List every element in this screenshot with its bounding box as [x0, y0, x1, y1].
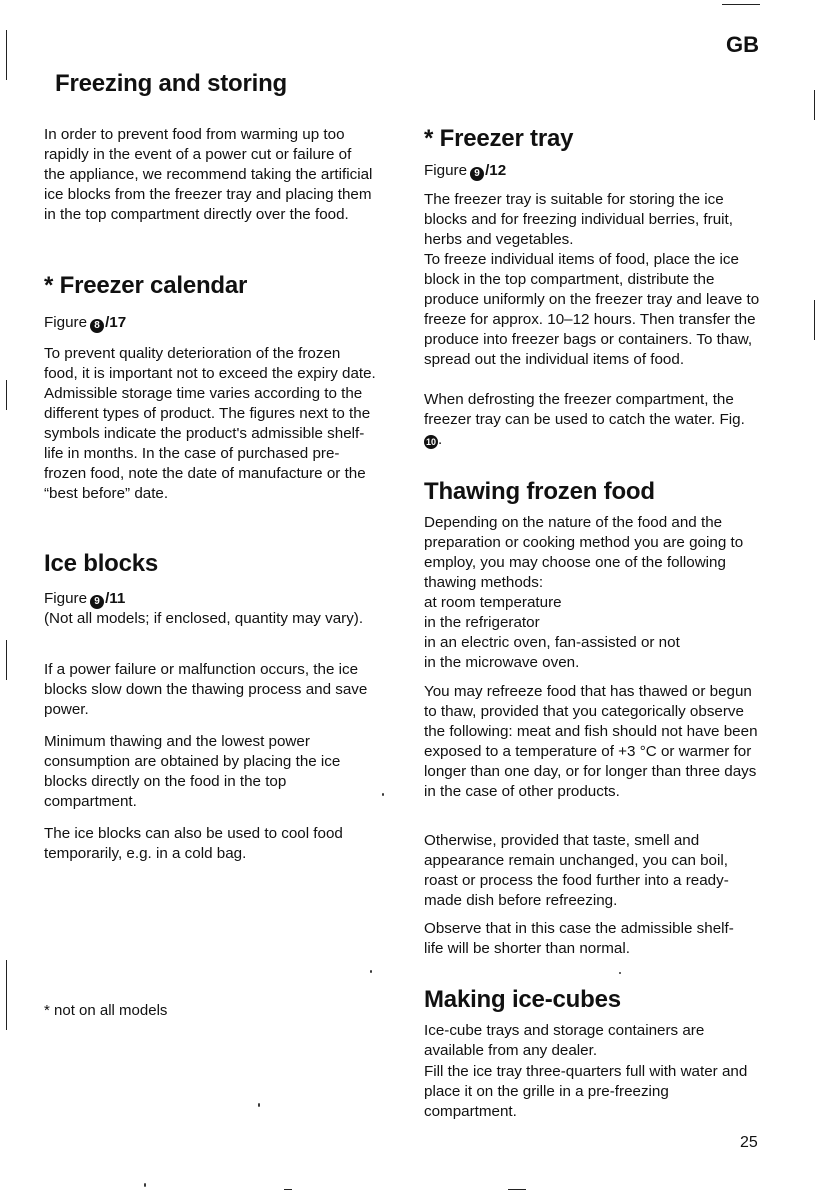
scan-edge-left: [6, 960, 7, 1030]
ice-blocks-paragraph-2: Minimum thawing and the lowest power consumption are obtained by placing the ice blocks directly on the food in the top compartment.: [44, 733, 341, 810]
language-code: GB: [726, 32, 759, 57]
freezer-tray-paragraph-2: To freeze individual items of food, place the ice block in the top compartment, distribute the produce uniformly on the freezer tray and leave to freeze for approx. 10–12 hours. Then transfer the produce into freezer bags or containers. To thaw, spread out the individual items of food.: [424, 251, 760, 368]
figure-suffix: /17: [105, 314, 127, 331]
page-title: Freezing and storing: [55, 70, 288, 97]
figure-prefix: Figure: [44, 590, 88, 607]
ice-blocks-figure-ref: [44, 589, 125, 609]
freezer-calendar-figure-ref: [44, 313, 126, 333]
scan-speck: [144, 1183, 146, 1187]
thawing-paragraph-3: Observe that in this case the admissible shelf-life will be shorter than normal.: [424, 920, 734, 957]
scan-speck: [619, 972, 621, 974]
freezer-tray-p3-end: .: [438, 431, 443, 448]
thawing-intro: Depending on the nature of the food and the preparation or cooking method you are going to employ, you may choose one of the following thawing methods:: [424, 514, 744, 591]
list-item: in the microwave oven.: [424, 654, 580, 671]
thawing-paragraph-2: Otherwise, provided that taste, smell and appearance remain unchanged, you can boil, roast or process the food further into a ready-made dish before refreezing.: [424, 832, 729, 909]
figure-suffix: /12: [485, 162, 507, 179]
footnote: * not on all models: [44, 1002, 168, 1019]
thawing-paragraph-1: You may refreeze food that has thawed or begun to thaw, provided that you categorically observe the following: meat and fish should not have been exposed to a temperature of +3 °C or warmer for longer than one day, or for longer than three days in the case of other products.: [424, 683, 758, 800]
freezer-tray-p3-text: When defrosting the freezer compartment, the freezer tray can be used to catch the water. Fig.: [424, 391, 745, 428]
freezer-tray-paragraph-3: [424, 390, 760, 450]
top-rule: [722, 4, 760, 5]
ice-cubes-paragraph-2: Fill the ice tray three-quarters full with water and place it on the grille in a pre-freezing compartment.: [424, 1063, 748, 1120]
figure-suffix: /11: [105, 590, 126, 607]
figure-number-icon: 9: [470, 167, 484, 181]
list-item: in an electric oven, fan-assisted or not: [424, 634, 680, 651]
freezer-tray-heading: * Freezer tray: [424, 125, 574, 152]
freezer-tray-figure-ref: [424, 161, 506, 181]
figure-prefix: Figure: [424, 162, 468, 179]
intro-paragraph: In order to prevent food from warming up too rapidly in the event of a power cut or failure of the appliance, we recommend taking the artificial ice blocks from the freezer tray and placing them in the top compartment directly over the food.: [44, 126, 373, 223]
list-item: at room temperature: [424, 594, 562, 611]
scan-edge-bottom: [508, 1189, 526, 1190]
thawing-heading: Thawing frozen food: [424, 478, 655, 505]
scan-speck: [382, 793, 384, 796]
scan-edge-bottom: [284, 1189, 292, 1190]
scan-edge-left: [6, 30, 7, 80]
ice-cubes-paragraph-1: Ice-cube trays and storage containers are available from any dealer.: [424, 1022, 705, 1059]
scan-edge-right: [814, 90, 815, 120]
page-number: 25: [740, 1134, 758, 1151]
ice-blocks-heading: Ice blocks: [44, 550, 159, 577]
figure-number-icon: 9: [90, 595, 104, 609]
scan-edge-left: [6, 640, 7, 680]
ice-blocks-note: (Not all models; if enclosed, quantity may vary).: [44, 610, 364, 627]
figure-number-icon: 8: [90, 319, 104, 333]
thawing-methods-list: [424, 593, 764, 673]
ice-blocks-paragraph-3: The ice blocks can also be used to cool food temporarily, e.g. in a cold bag.: [44, 825, 343, 862]
scan-speck: [370, 970, 372, 973]
figure-prefix: Figure: [44, 314, 88, 331]
scan-edge-right: [814, 300, 815, 340]
ice-cubes-heading: Making ice-cubes: [424, 986, 621, 1013]
scan-edge-left: [6, 380, 7, 410]
figure-number-icon: 10: [425, 437, 436, 447]
freezer-calendar-text: To prevent quality deterioration of the frozen food, it is important not to exceed the expiry date. Admissible storage time varies according to the different types of product. The figures next to the symbols indicate the product's admissible shelf-life in months. In the case of purchased pre-frozen food, note the date of manufacture or the “best before” date.: [44, 345, 376, 502]
freezer-calendar-heading: * Freezer calendar: [44, 272, 248, 299]
freezer-tray-paragraph-1: The freezer tray is suitable for storing the ice blocks and for freezing individual berries, fruit, herbs and vegetables.: [424, 191, 733, 248]
ice-blocks-paragraph-1: If a power failure or malfunction occurs, the ice blocks slow down the thawing process and save power.: [44, 661, 368, 718]
scan-speck: [258, 1103, 260, 1107]
list-item: in the refrigerator: [424, 614, 540, 631]
